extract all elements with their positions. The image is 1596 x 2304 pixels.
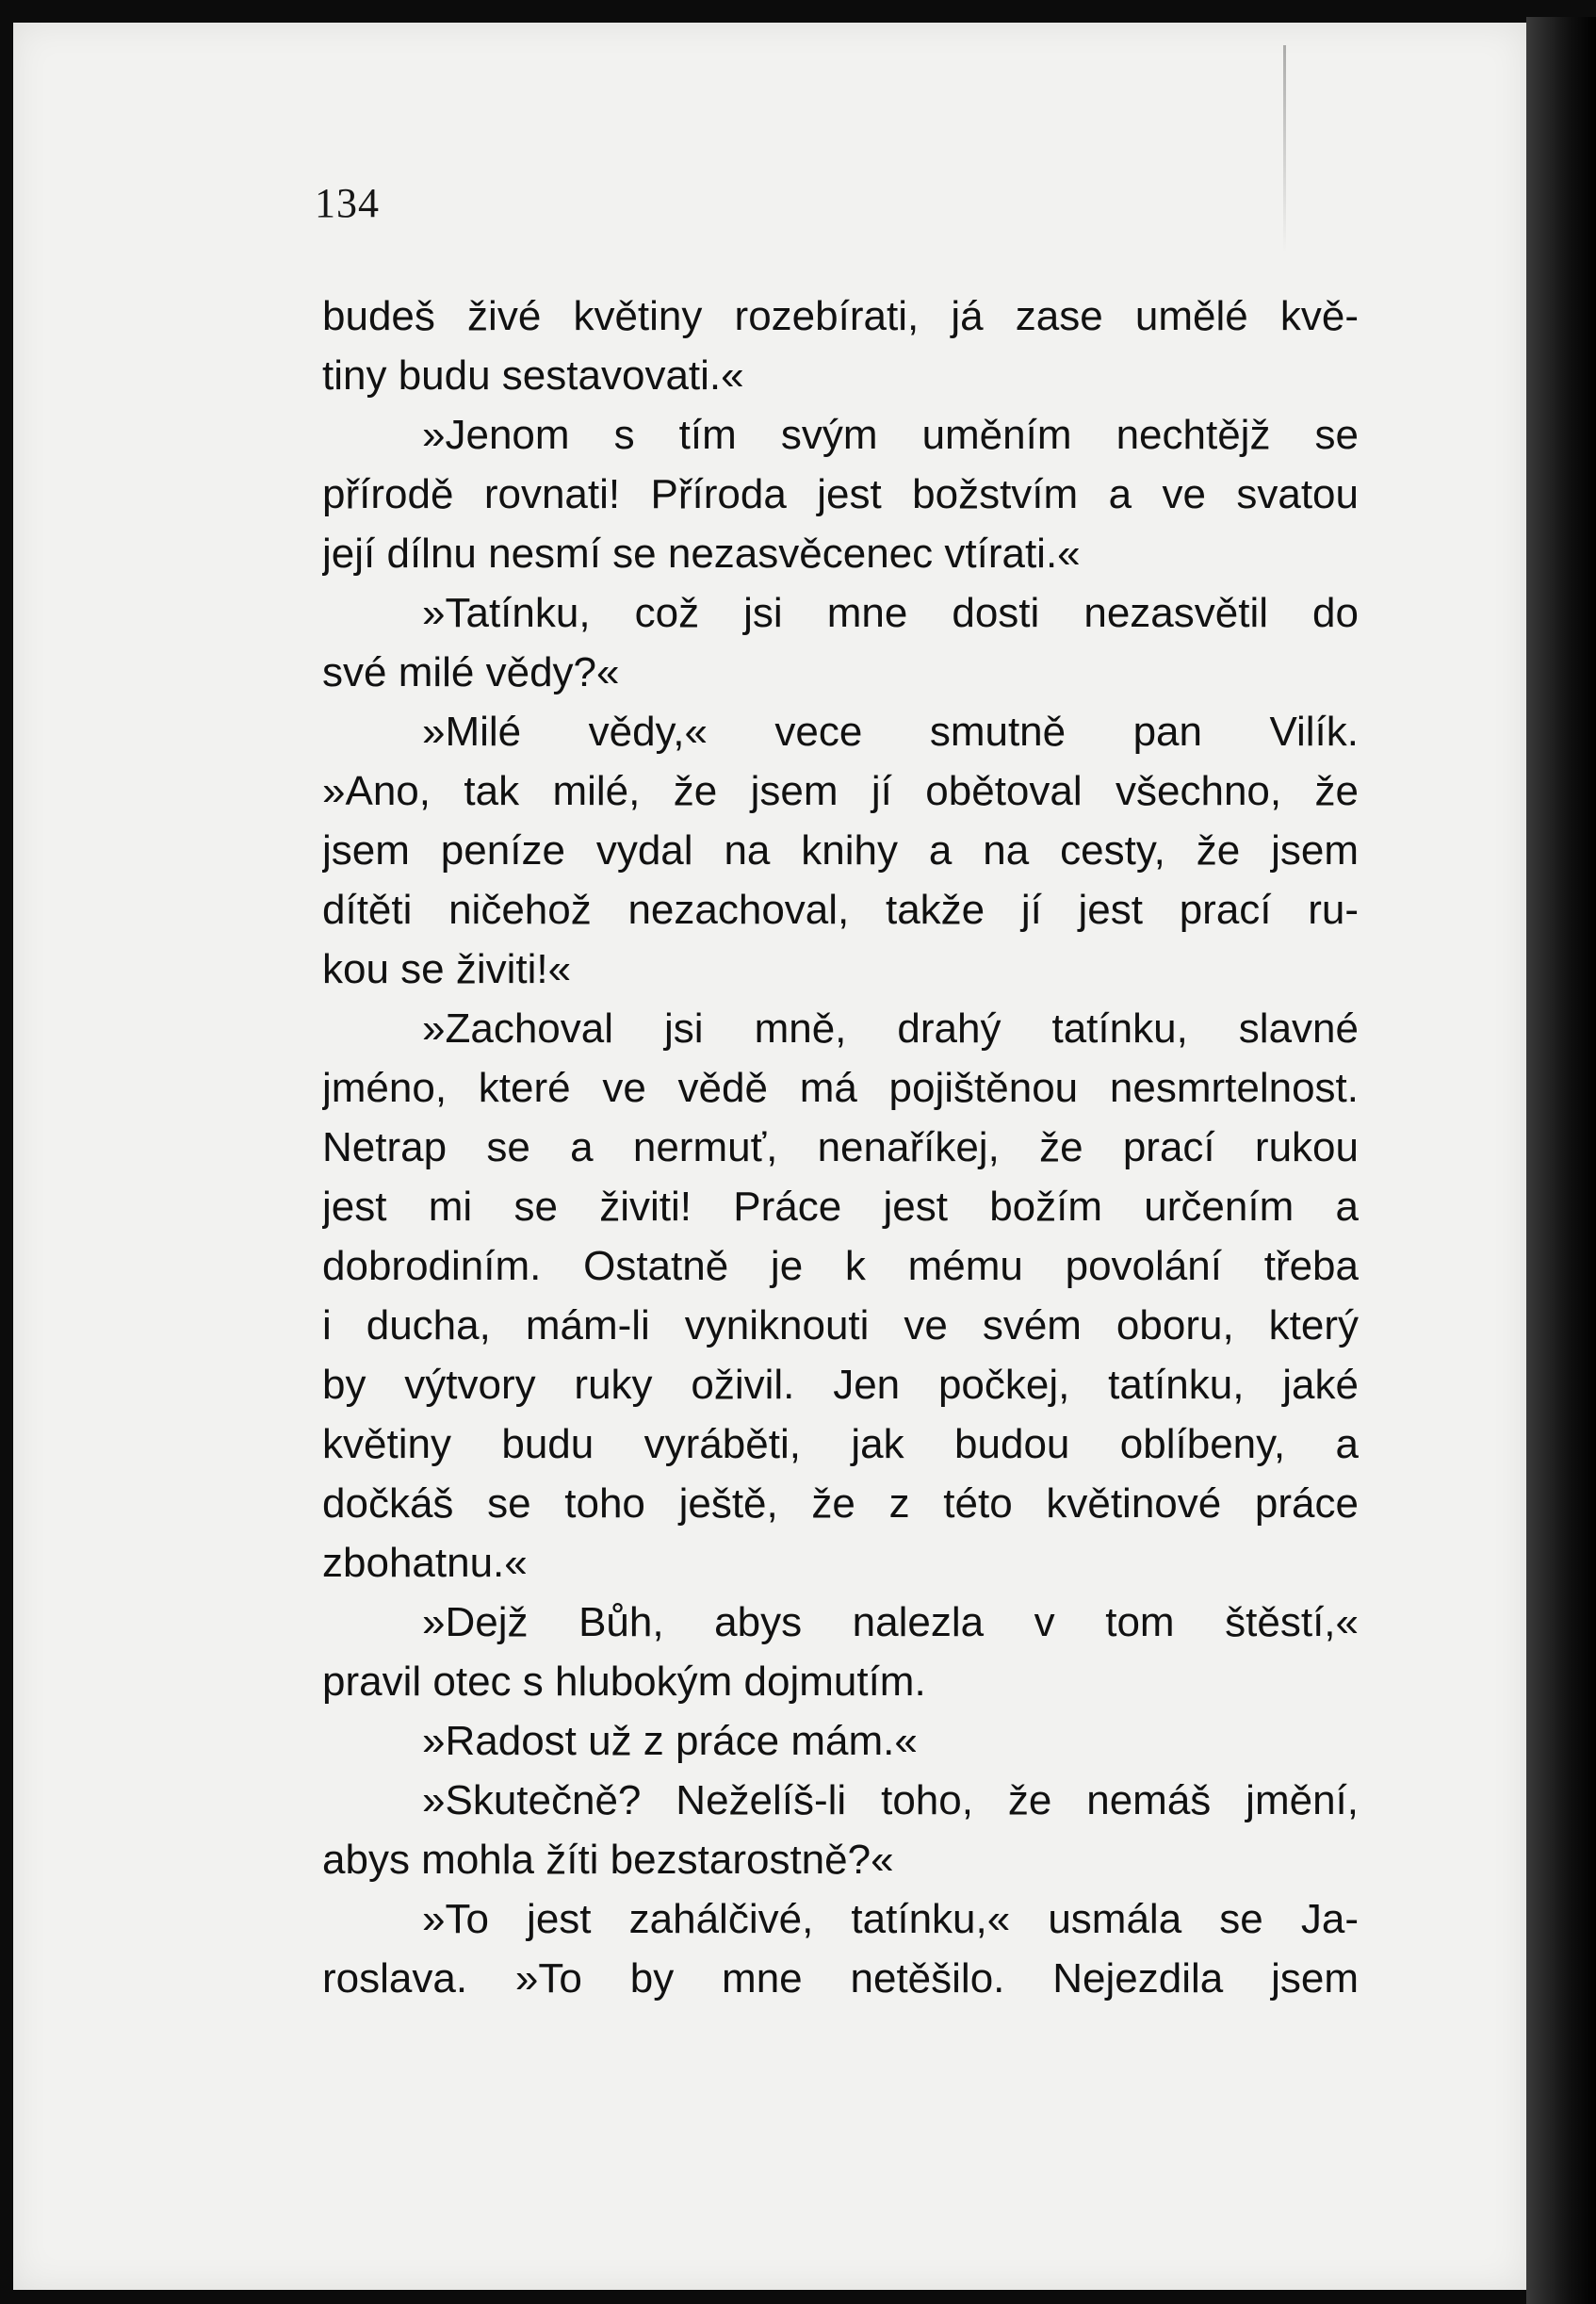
text-line: »Jenom s tím svým uměním nechtějž se	[422, 412, 1359, 458]
text-line: »Dejž Bůh, abys nalezla v tom štěstí,«	[422, 1599, 1359, 1645]
text-line: »Milé vědy,« vece smutně pan Vilík.	[422, 709, 1359, 755]
text-line: by výtvory ruky oživil. Jen počkej, tatínku, jaké	[322, 1362, 1359, 1408]
text-line: »To jest zahálčivé, tatínku,« usmála se Ja-	[422, 1896, 1359, 1942]
text-line: »Ano, tak milé, že jsem jí obětoval všechno, že	[322, 768, 1359, 814]
page-number: 134	[315, 180, 380, 226]
text-line: květiny budu vyráběti, jak budou oblíbeny, a	[322, 1421, 1359, 1467]
text-line: zbohatnu.«	[322, 1540, 528, 1586]
text-line: přírodě rovnati! Příroda jest božstvím a ve svatou	[322, 471, 1359, 517]
text-line: jsem peníze vydal na knihy a na cesty, že jsem	[322, 827, 1359, 874]
text-line: i ducha, mám-li vyniknouti ve svém oboru, který	[322, 1302, 1359, 1348]
text-line: »Tatínku, což jsi mne dosti nezasvětil do	[422, 590, 1359, 636]
page-crease	[1283, 45, 1286, 253]
text-line: své milé vědy?«	[322, 649, 620, 695]
text-line: »Radost už z práce mám.«	[422, 1718, 918, 1764]
text-line: jméno, které ve vědě má pojištěnou nesmrtelnost.	[322, 1065, 1359, 1111]
text-line: abys mohla žíti bezstarostně?«	[322, 1837, 894, 1883]
text-line: Netrap se a nermuť, nenaříkej, že prací rukou	[322, 1124, 1359, 1170]
text-line: kou se živiti!«	[322, 946, 572, 992]
text-line: »Zachoval jsi mně, drahý tatínku, slavné	[422, 1005, 1359, 1052]
text-line: její dílnu nesmí se nezasvěcenec vtírati.«	[322, 531, 1081, 577]
text-line: pravil otec s hlubokým dojmutím.	[322, 1659, 926, 1705]
text-line: dočkáš se toho ještě, že z této květinové práce	[322, 1480, 1359, 1527]
text-line: jest mi se živiti! Práce jest božím určením a	[322, 1184, 1359, 1230]
body-text	[322, 286, 1359, 2008]
text-line: dítěti ničehož nezachoval, takže jí jest prací ru-	[322, 887, 1359, 933]
scan-edge	[1526, 17, 1596, 2304]
text-line: roslava. »To by mne netěšilo. Nejezdila jsem	[322, 1955, 1359, 2002]
text-line: »Skutečně? Neželíš-li toho, že nemáš jmění,	[422, 1777, 1359, 1823]
text-line: tiny budu sestavovati.«	[322, 352, 744, 399]
text-line: dobrodiním. Ostatně je k mému povolání třeba	[322, 1243, 1359, 1289]
text-line: budeš živé květiny rozebírati, já zase umělé kvě-	[322, 293, 1359, 339]
